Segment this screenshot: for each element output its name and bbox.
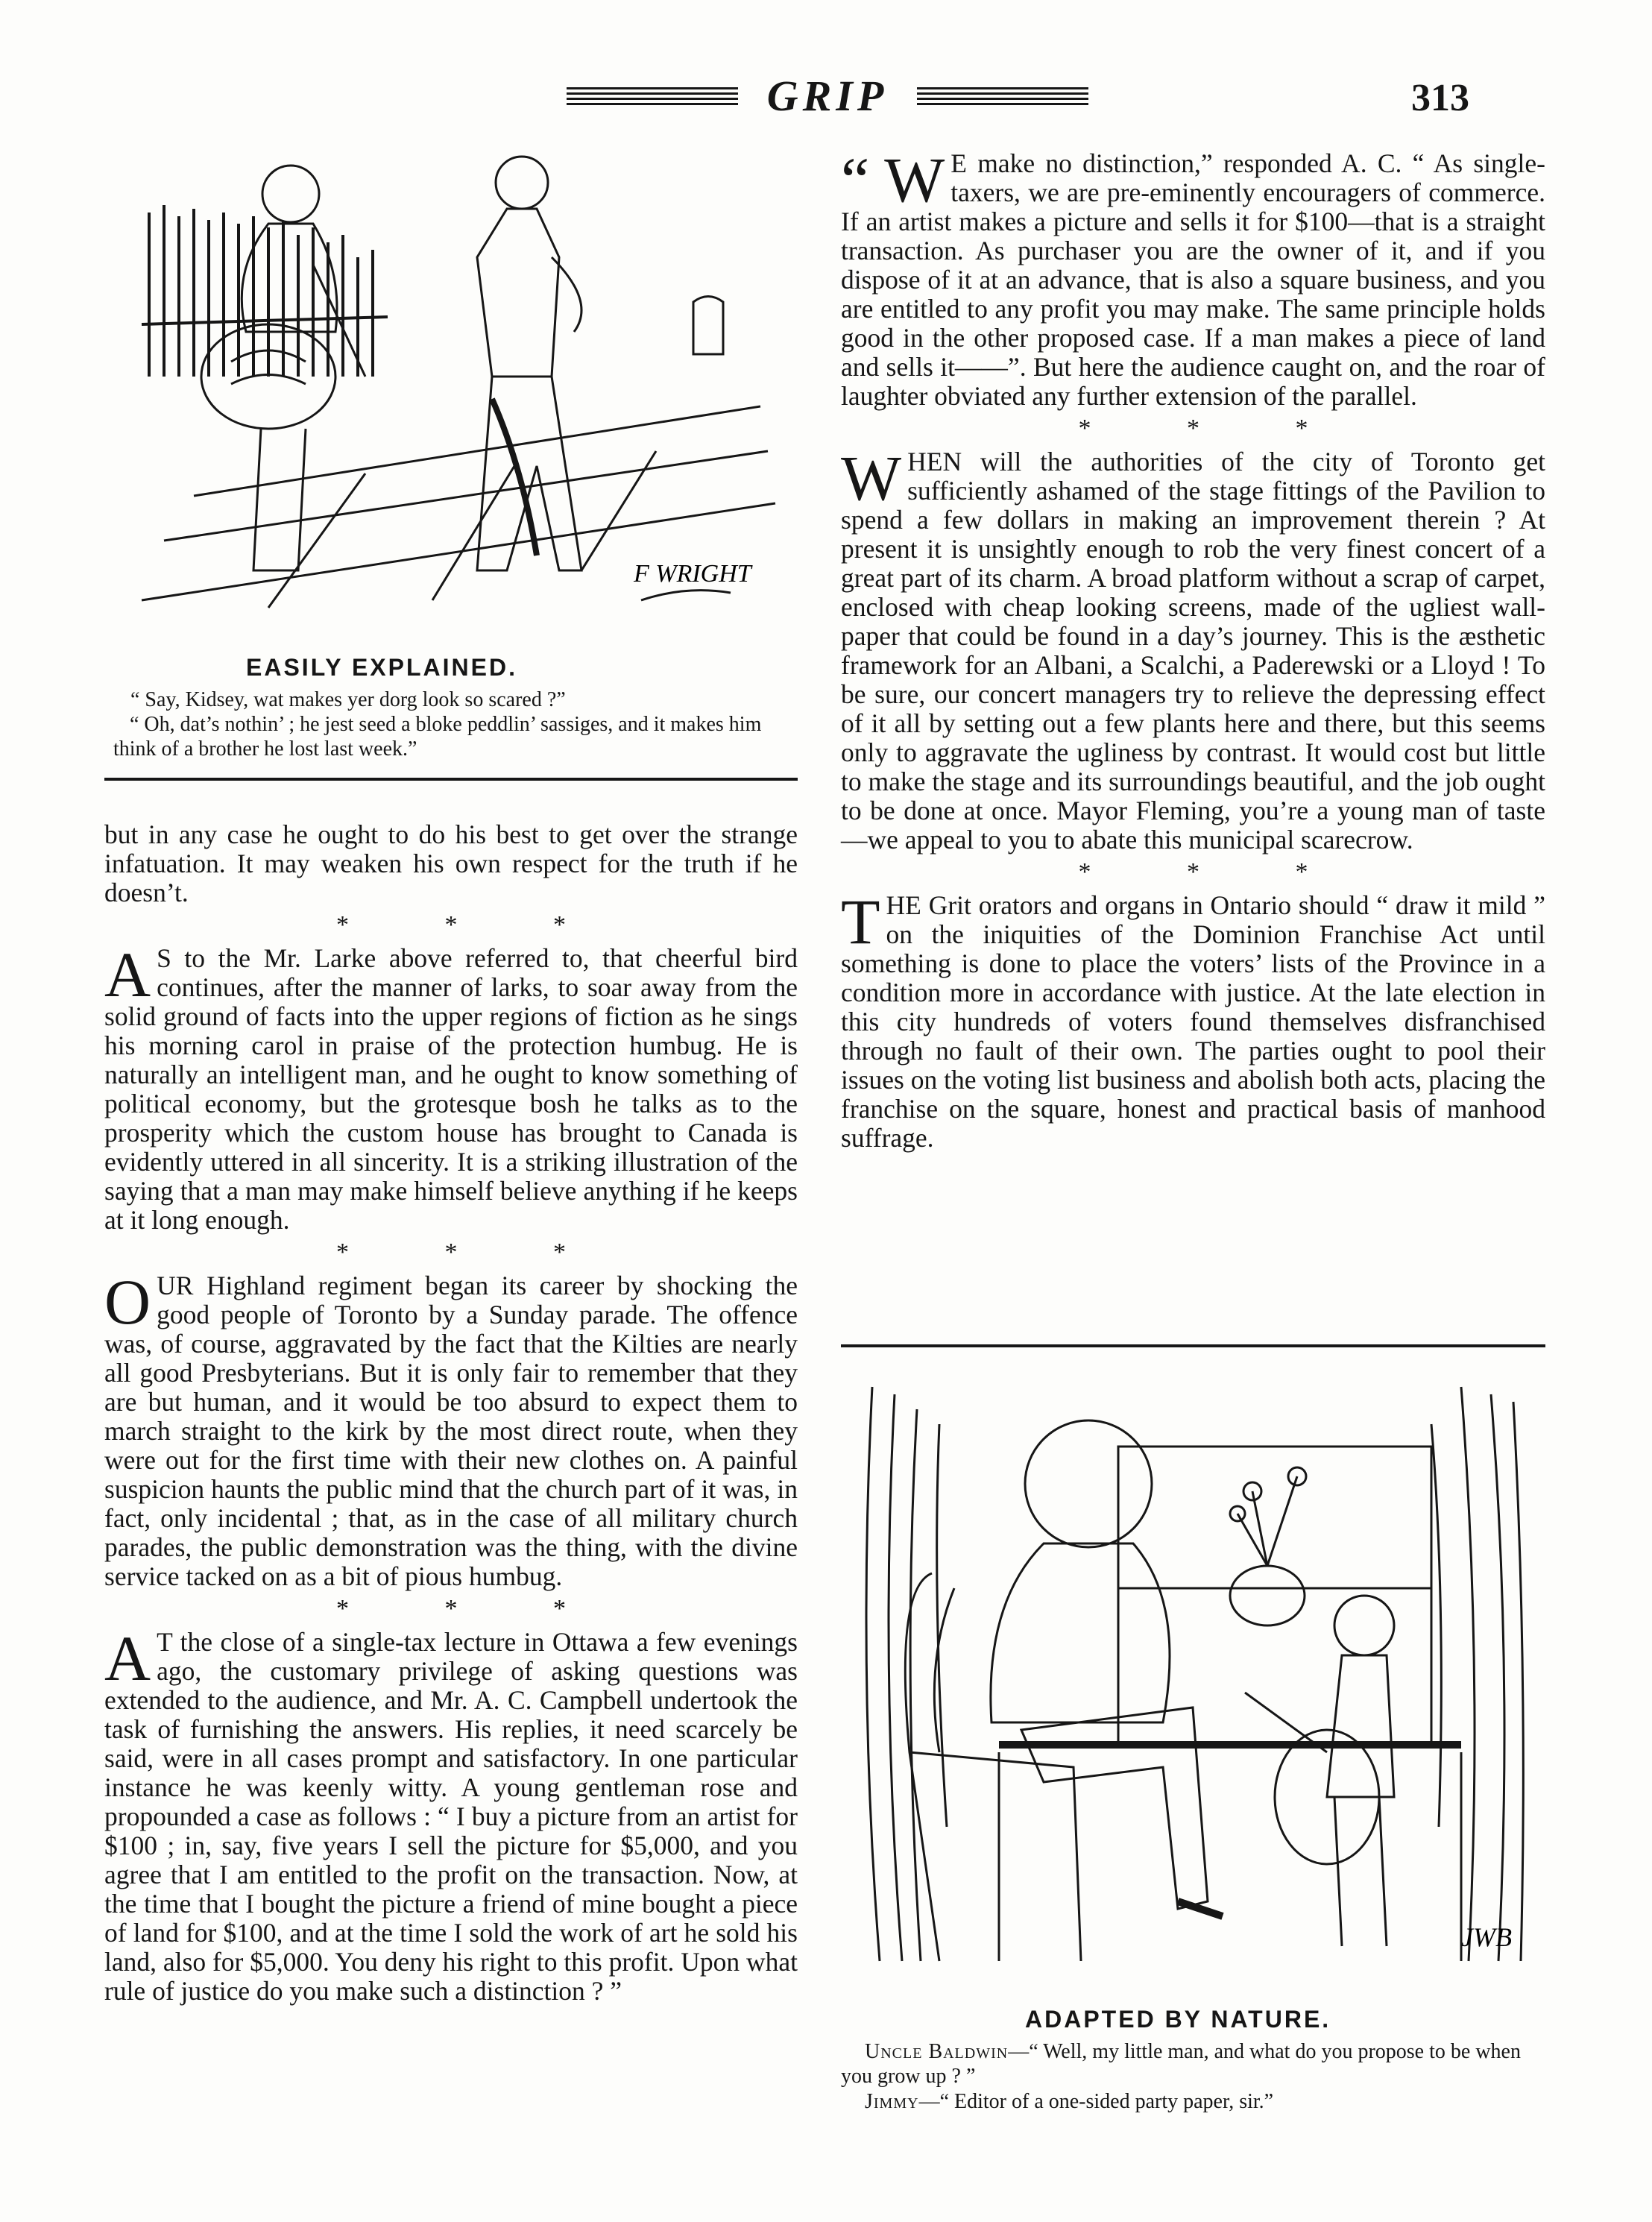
paragraph-highland-text: UR Highland regiment began its career by shocking the good people of Toronto by a Sunday parade. The offence was, of course, aggravated by the fact that the Kilties are nearly all good Presbyterians. But it is only fair to remember that they are but human, and it would be too absurd to expect them to march straight to the kirk by the most direct route, when they were out for the first time with their new clothes on. A painful suspicion haunts the public mind that the church part of it was, in fact, only incidental ; that, as in the case of all military church parades, the public demonstration was the thing, with the divine service tacked on as a bit of pious humbug. xyxy=(104,1271,798,1591)
masthead-rule-right xyxy=(917,87,1088,107)
paragraph-single-tax-text: T the close of a single-tax lecture in Ottawa a few evenings ago, the customary privilege of asking questions was extended to the audience, and Mr. A. C. Campbell undertook the task of furnishing the answers. His replies, it need scarcely be said, were in all cases prompt and satisfactory. In one particular instance he was keenly witty. A young gentleman rose and propounded a case as follows : “ I buy a picture from an artist for $100 ; in, say, five years I sell the picture for $5,000, and you agree that I am entitled to the profit on the transaction. Now, at the time that I bought the picture a friend of mine bought a piece of land for $100, and at the time I sold the work of art he sold his land, also for $5,000. You deny his right to this profit. Upon what rule of justice do you make such a distinction ? ” xyxy=(104,1627,798,2006)
paragraph-single-tax xyxy=(104,1623,798,2006)
illustration-1-caption-1: “ Say, Kidsey, wat makes yer dorg look so scared ?” xyxy=(130,688,566,711)
paragraph-distinction-text: E make no distinction,” responded A. C. “ As single-taxers, we are pre-eminently encouragers of commerce. If an artist makes a picture and sells it for $100—that is a straight transaction. As purchaser you are the owner of it, and if you dispose of it at an advance, that is also a square business, and you are entitled to any profit you may make. The same principle holds good in the other proposed case. If a man makes a piece of land and sells it——”. But here the audience caught on, and the roar of laughter obviated any further extension of the parallel. xyxy=(841,148,1545,411)
dropcap: “ W xyxy=(841,144,945,215)
section-break: * * * xyxy=(336,911,611,939)
illustration-1-caption-2: “ Oh, dat’s nothin’ ; he jest seed a bloke peddlin’ sassiges, and it makes him think of a brother he lost last week.” xyxy=(113,713,762,761)
uncle-baldwin-line: —“ Well, my little man, and what do you propose to be when you grow up ? ” xyxy=(841,2040,1521,2088)
paragraph-distinction xyxy=(841,144,1545,411)
left-intro-paragraph: but in any case he ought to do his best to get over the strange infatuation. It may weaken his own respect for the truth if he doesn’t. xyxy=(104,819,798,907)
jimmy-line: —“ Editor of a one-sided party paper, sir.” xyxy=(918,2090,1274,2113)
divider-right xyxy=(841,1344,1545,1347)
section-break: * * * xyxy=(1078,415,1353,442)
dropcap: W xyxy=(841,442,902,514)
section-break: * * * xyxy=(336,1595,611,1623)
illustration-2-caption-2 xyxy=(865,2089,1545,2114)
page-number: 313 xyxy=(1411,77,1469,119)
signature-jwb: JWB xyxy=(1461,1922,1512,1952)
cartoon-easily-explained xyxy=(119,153,790,630)
paragraph-highland xyxy=(104,1266,798,1591)
cartoon-adapted-by-nature xyxy=(850,1379,1543,1968)
dropcap: A xyxy=(104,1623,151,1694)
paragraph-larke-text: S to the Mr. Larke above referred to, that cheerful bird continues, after the manner of larks, to soar away from the solid ground of facts into the upper regions of fiction as he sings his morning carol in praise of the protection humbug. He is naturally an intelligent man, and he ought to know something of political economy, but the grotesque bosh he talks as to the prosperity which the custom house has brought to Canada is evidently uttered in all sincerity. It is a striking illustration of the saying that a man may make himself believe anything if he keeps at it long enough. xyxy=(104,943,798,1235)
paragraph-pavilion-text: HEN will the authorities of the city of Toronto get sufficiently ashamed of the stage fittings of the Pavilion to spend a few dollars in making an improvement therein ? At present it is unsightly enough to rob the very finest concert of a great part of its charm. A broad platform without a scrap of carpet, enclosed with cheap looking screens, made of the ugliest wall-paper that could be found in a day’s journey. This is the æsthetic framework for an Albani, a Scalchi, a Paderewski or a Lloyd ! To be sure, our concert managers try to relieve the depressing effect of it all by setting out a few plants here and there, but this seems only to aggravate the ugliness by contrast. It would cost but little to make the stage and its surroundings beautiful, and the job ought to be done at once. Mayor Fleming, you’re a young man of taste—we appeal to you to abate this municipal scarecrow. xyxy=(841,447,1545,855)
dropcap: A xyxy=(104,939,151,1010)
paragraph-larke xyxy=(104,939,798,1235)
speaker-jimmy: Jimmy xyxy=(865,2090,919,2113)
section-break: * * * xyxy=(336,1239,611,1266)
section-break: * * * xyxy=(1078,858,1353,886)
signature-wright: F WRIGHT xyxy=(634,560,751,588)
magazine-title: GRIP xyxy=(766,72,889,120)
speaker-uncle-baldwin: Uncle Baldwin xyxy=(865,2040,1009,2063)
masthead xyxy=(567,71,1088,123)
paragraph-grit-text: HE Grit orators and organs in Ontario should “ draw it mild ” on the iniquities of the Dominion Franchise Act until something is done to place the voters’ lists of the Province in a condition more in accordance with justice. At the late election in this city hundreds of voters found themselves disfranchised through no fault of their own. The parties ought to pool their issues on the voting list business and abolish both acts, placing the franchise on the square, honest and practical basis of manhood suffrage. xyxy=(841,890,1545,1153)
paragraph-pavilion xyxy=(841,442,1545,855)
masthead-rule-left xyxy=(567,87,738,107)
illustration-1-title: EASILY EXPLAINED. xyxy=(246,654,517,681)
divider-left xyxy=(104,778,798,781)
illustration-2-title: ADAPTED BY NATURE. xyxy=(1025,2006,1331,2033)
illustration-2-caption-1 xyxy=(841,2039,1545,2089)
paragraph-grit xyxy=(841,886,1545,1153)
left-column xyxy=(104,820,798,2006)
dropcap: T xyxy=(841,886,880,957)
right-column xyxy=(841,144,1545,1153)
dropcap: O xyxy=(104,1266,151,1338)
